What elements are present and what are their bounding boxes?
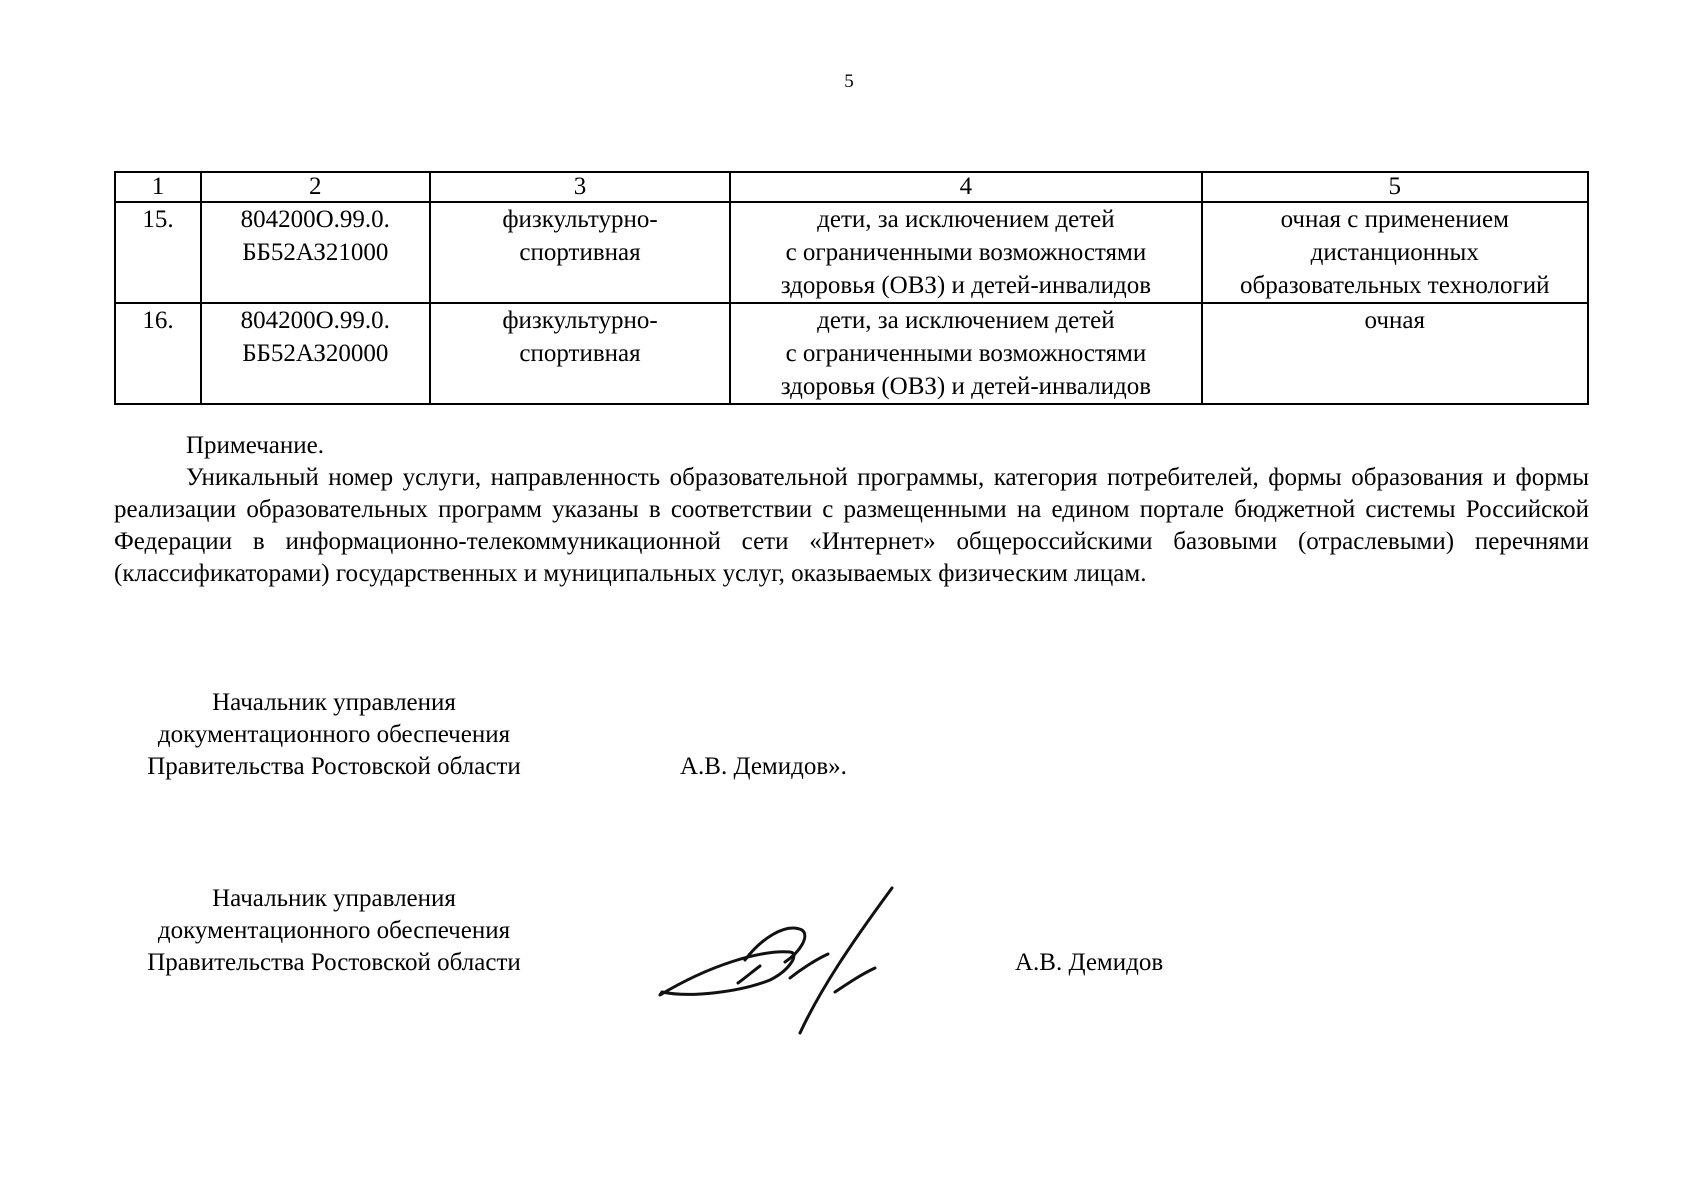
row-number: 15. xyxy=(115,202,201,303)
education-form: очная с применением дистанционных образовательных технологий xyxy=(1202,202,1589,303)
services-table xyxy=(114,171,1589,405)
row-number: 16. xyxy=(115,303,201,404)
service-code: 804200О.99.0. ББ52АЗ21000 xyxy=(201,202,430,303)
column-header: 2 xyxy=(201,172,430,202)
column-header: 5 xyxy=(1202,172,1589,202)
table-row xyxy=(115,202,1588,303)
program-focus: физкультурно- спортивная xyxy=(430,303,731,404)
column-header: 3 xyxy=(430,172,731,202)
page-number: 5 xyxy=(844,71,854,92)
signatory-title: Начальник управления документационного обеспечения Правительства Ростовской области xyxy=(147,689,521,780)
consumer-category: дети, за исключением детей с ограниченными возможностями здоровья (ОВЗ) и детей-инвалидов xyxy=(730,303,1201,404)
handwritten-signature xyxy=(650,880,950,1040)
signatory-title: Начальник управления документационного обеспечения Правительства Ростовской области xyxy=(147,885,521,976)
signatory-name: А.В. Демидов». xyxy=(680,753,847,780)
note-section xyxy=(114,430,1589,590)
column-header: 1 xyxy=(115,172,201,202)
consumer-category: дети, за исключением детей с ограниченными возможностями здоровья (ОВЗ) и детей-инвалидов xyxy=(730,202,1201,303)
table-header-row xyxy=(115,172,1588,202)
education-form: очная xyxy=(1202,303,1589,404)
table-row xyxy=(115,303,1588,404)
note-text: Уникальный номер услуги, направленность образовательной программы, категория потребителей, формы образования и формы реализации образовательных программ указаны в соответствии с размещенными на едином портале бюджетной системы Российской Федерации в информационно-телекоммуникационной сети «Интернет» общероссийскими базовыми (отраслевыми) перечнями (классификаторами) государственных и муниципальных услуг, оказываемых физическим лицам. xyxy=(114,464,1589,587)
signatory-name: А.В. Демидов xyxy=(1015,949,1164,976)
service-code: 804200О.99.0. ББ52АЗ20000 xyxy=(201,303,430,404)
note-title: Примечание. xyxy=(186,432,325,459)
program-focus: физкультурно- спортивная xyxy=(430,202,731,303)
column-header: 4 xyxy=(730,172,1201,202)
